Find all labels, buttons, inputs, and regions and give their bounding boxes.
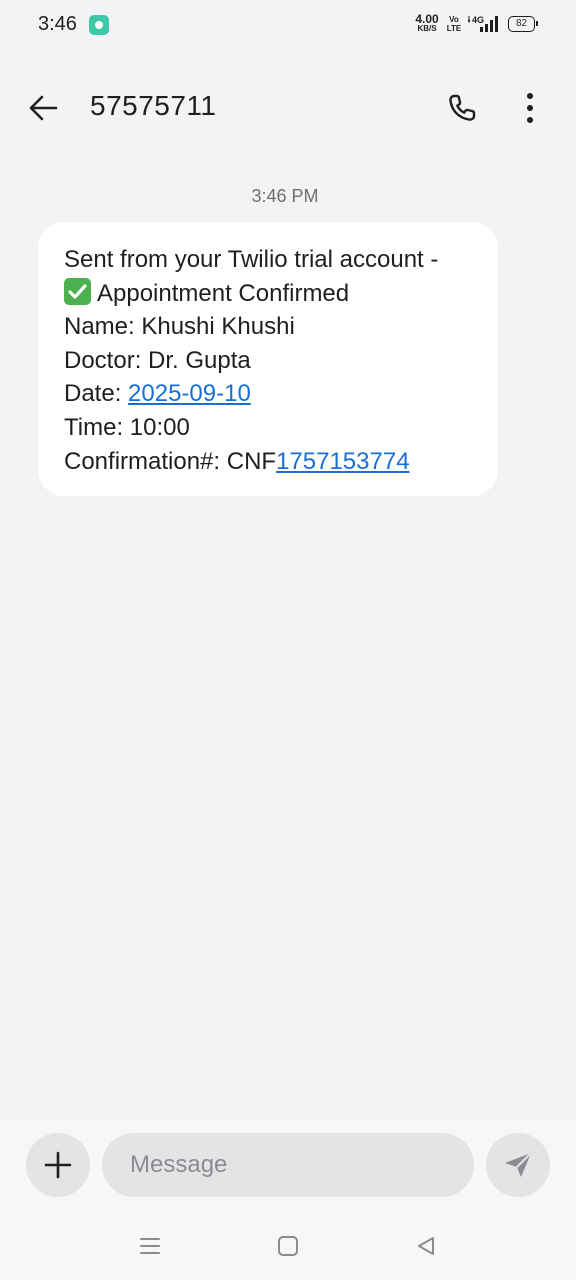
message-line [64, 277, 478, 311]
volte-bottom-label: LTE [446, 24, 462, 33]
date-link[interactable]: 2025-09-10 [128, 380, 251, 408]
date-label: Date: [64, 380, 129, 408]
status-time: 3:46 [38, 13, 77, 35]
signal-bars-icon [468, 14, 500, 34]
network-speed-unit: KB/S [417, 24, 437, 33]
message-text: Appointment Confirmed [97, 279, 350, 307]
call-button[interactable] [440, 86, 486, 130]
home-square-icon[interactable] [277, 1234, 299, 1258]
network-type-label: 4G [472, 15, 485, 25]
send-button[interactable] [486, 1133, 550, 1197]
message-line [64, 377, 478, 411]
system-nav-bar [0, 1212, 576, 1280]
menu-icon[interactable] [138, 1234, 162, 1258]
more-vertical-icon [512, 86, 548, 130]
battery-indicator: 82 [508, 16, 535, 32]
back-button[interactable] [22, 88, 66, 128]
message-line: Sent from your Twilio trial account - [64, 246, 439, 273]
confirmation-number-link[interactable]: 1757153774 [276, 447, 410, 475]
confirmation-label: Confirmation#: CNF [64, 447, 277, 475]
message-composer [0, 1120, 576, 1212]
message-line: Name: Khushi Khushi [64, 313, 295, 341]
volte-top-label: Vo [449, 15, 459, 24]
back-triangle-icon[interactable] [414, 1234, 438, 1258]
message-timestamp: 3:46 PM [251, 186, 319, 206]
incoming-message-bubble[interactable] [38, 222, 498, 496]
message-line: Doctor: Dr. Gupta [64, 346, 251, 374]
arrow-left-icon [22, 88, 66, 128]
conversation-header [0, 70, 576, 146]
message-input[interactable] [102, 1133, 474, 1197]
volte-indicator [446, 15, 462, 33]
more-options-button[interactable] [512, 86, 548, 130]
message-line: Time: 10:00 [64, 413, 190, 441]
contact-title: 57575711 [90, 90, 217, 121]
network-speed-value: 4.00 [415, 12, 439, 26]
status-bar [0, 0, 576, 52]
notification-app-icon [89, 15, 109, 35]
network-speed [412, 14, 442, 34]
plus-icon [44, 1151, 72, 1179]
check-mark-button-emoji [64, 278, 91, 305]
message-line [64, 445, 478, 479]
add-attachment-button[interactable] [26, 1133, 90, 1197]
phone-icon [440, 86, 486, 130]
send-icon [503, 1151, 533, 1179]
